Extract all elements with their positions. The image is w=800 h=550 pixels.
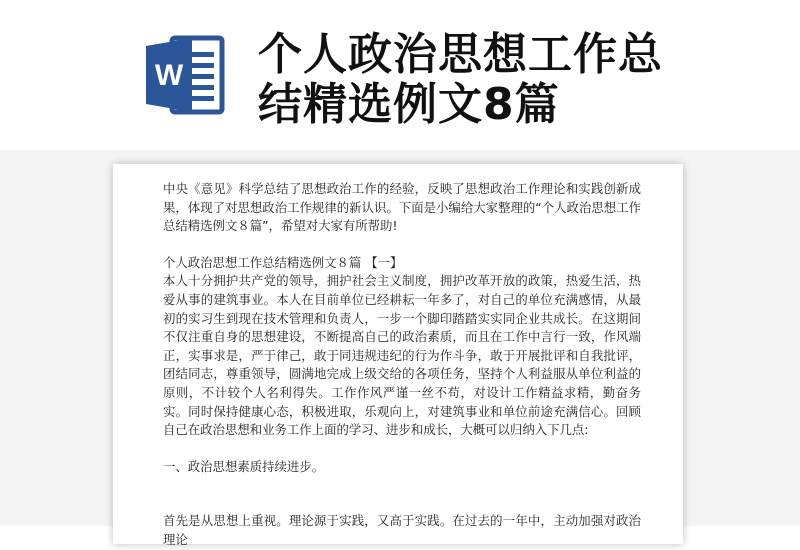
word-icon-letter: W xyxy=(154,59,184,92)
body-paragraph: 本人十分拥护共产党的领导，拥护社会主义制度，拥护改革开放的政策，热爱生活，热爱从事的建筑事业。本人在目前单位已经耕耘一年多了，对自己的单位充满感情，从最初的实习生到现在技术管理和负责人，一步一个脚印踏踏实实同企业共成长。在这期间不仅注重自身的思想建设，不断提高自己的政治素质，而且在工作中言行一致，作风端正，实事求是，严于律己，敢于同违规违纪的行为作斗争，敢于开展批评和自我批评，团结同志，尊重领导，圆满地完成上级交给的各项任务，坚持个人利益服从单位利益的原则，不计较个人名利得失。工作作风严谨一丝不苟，对设计工作精益求精，勤奋务实。同时保持健康心态，积极进取，乐观向上，对建筑事业和单位前途充满信心。回顾自己在政治思想和业务工作上面的学习、进步和成长，大概可以归纳入下几点: xyxy=(163,273,641,438)
section-heading-tag: 【一】 xyxy=(365,254,403,270)
page-header xyxy=(0,0,800,150)
page-title: 个人政治思想工作总结精选例文8篇 xyxy=(258,29,663,130)
document-content xyxy=(163,180,641,550)
document-page xyxy=(113,164,683,547)
point-body-paragraph: 首先是从思想上重视。理论源于实践，又高于实践。在过去的一年中，主动加强对政治理论 xyxy=(163,513,641,547)
section-heading xyxy=(163,254,641,273)
section-heading-text: 个人政治思想工作总结精选例文８篇 xyxy=(163,254,362,270)
word-document-icon xyxy=(142,32,228,118)
intro-paragraph: 中央《意见》科学总结了思想政治工作的经验，反映了思想政治工作理论和实践创新成果，体现了对思想政治工作规律的新认识。下面是小编给大家整理的“个人政治思想工作总结精选例文８篇”，希望对大家有所帮助! xyxy=(163,181,641,234)
point-heading: 一、政治思想素质持续进步。 xyxy=(163,458,325,474)
